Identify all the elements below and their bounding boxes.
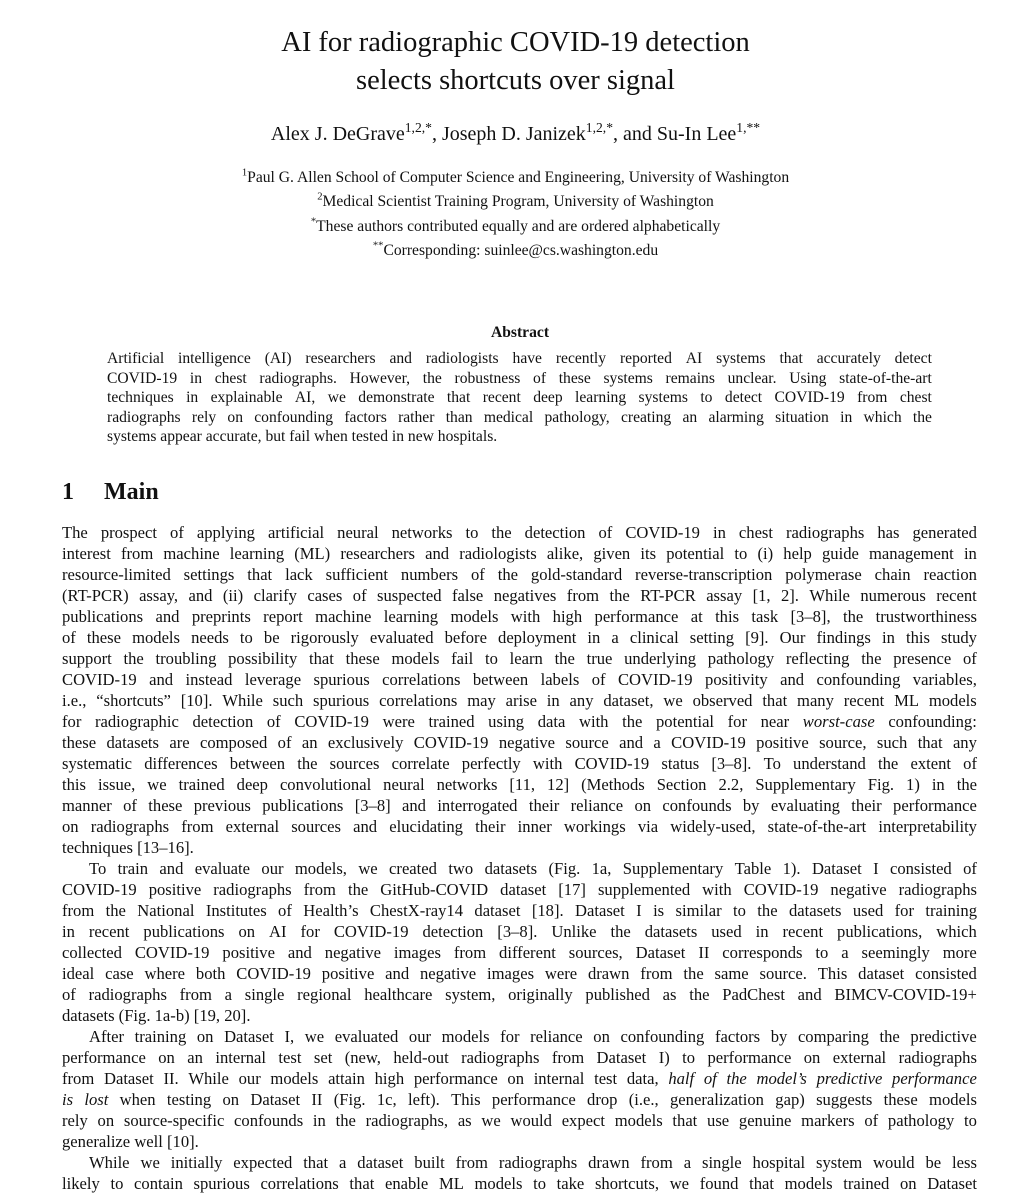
- affiliation-list: [0, 166, 1031, 263]
- section-number: 1: [62, 479, 74, 505]
- body-text-line: rely on source-specific confounds in the radiographs, as we would expect models that use genuine markers of pathology to: [62, 1111, 977, 1130]
- body-text-line: collected COVID-19 positive and negative images from different sources, Dataset II corresponds to a seemingly more: [62, 943, 977, 962]
- body-text-line: performance on an internal test set (new, held-out radiographs from Dataset I) to performance on external radiographs: [62, 1048, 977, 1067]
- affiliation-marker: 1: [241, 167, 248, 179]
- abstract-body: [107, 349, 932, 447]
- affiliation-marker: *: [310, 216, 317, 228]
- affiliation: [0, 239, 1031, 263]
- body-text-line: publications and preprints report machine learning models with high performance at this task [3–8], the trustworthiness: [62, 607, 977, 626]
- author-name: Joseph D. Janizek: [441, 123, 586, 145]
- body-text-line: likely to contain spurious correlations that enable ML models to take shortcuts, we found that models trained on Dataset: [62, 1174, 977, 1193]
- body-text-line: COVID-19 positive radiographs from the GitHub-COVID dataset [17] supplemented with COVID-19 negative radiographs: [62, 880, 977, 899]
- body-text-line: this issue, we trained deep convolutional neural networks [11, 12] (Methods Section 2.2, Supplementary Fig. 1) in the: [62, 775, 977, 794]
- affiliation-marker: **: [372, 240, 384, 252]
- body-text-line: from the National Institutes of Health’s ChestX-ray14 dataset [18]. Dataset I is similar to the datasets used for training: [62, 901, 977, 920]
- main-body-text: [62, 522, 977, 1194]
- affiliation: [0, 215, 1031, 239]
- body-text-line: ideal case where both COVID-19 positive and negative images were drawn from the same source. This dataset consisted: [62, 964, 977, 983]
- affiliation-text: Medical Scientist Training Program, University of Washington: [322, 193, 714, 211]
- abstract-line: Artificial intelligence (AI) researchers and radiologists have recently reported AI systems that accurately detect: [107, 350, 932, 367]
- body-text-line: from Dataset II. While our models attain high performance on internal test data, half of the model’s predictive performance: [62, 1069, 977, 1088]
- body-text-line: The prospect of applying artificial neural networks to the detection of COVID-19 in chest radiographs has generated: [62, 523, 977, 542]
- body-text-line: datasets (Fig. 1a-b) [19, 20].: [62, 1006, 251, 1025]
- affiliation: [0, 190, 1031, 214]
- affiliation-marker: 2: [317, 191, 323, 203]
- body-text-line: To train and evaluate our models, we created two datasets (Fig. 1a, Supplementary Table 1). Dataset I consisted of: [89, 859, 977, 878]
- body-text-line: (RT-PCR) assay, and (ii) clarify cases of suspected false negatives from the RT-PCR assay [1, 2]. While numerous recent: [62, 586, 977, 605]
- title-line-1: AI for radiographic COVID-19 detection: [281, 27, 750, 58]
- author-separator: ,: [431, 123, 442, 145]
- body-text-line: While we initially expected that a dataset built from radiographs drawn from a single hospital system would be less: [89, 1153, 977, 1172]
- body-text-line: systematic differences between the sources correlate perfectly with COVID-19 status [3–8]. To understand the extent of: [62, 754, 977, 773]
- abstract-heading: Abstract: [490, 324, 550, 341]
- body-text-line: for radiographic detection of COVID-19 were trained using data with the potential for near worst-case confounding:: [62, 712, 977, 731]
- corresponding-contact: Corresponding: suinlee@cs.washington.edu: [383, 241, 659, 259]
- abstract-line: systems appear accurate, but fail when tested in new hospitals.: [107, 428, 498, 445]
- body-text-line: i.e., “shortcuts” [10]. While such spurious correlations may arise in any dataset, we observed that many recent ML models: [62, 691, 977, 710]
- body-text-line: After training on Dataset I, we evaluated our models for reliance on confounding factors by comparing the predictive: [89, 1027, 977, 1046]
- body-text-line: interest from machine learning (ML) researchers and radiologists alike, given its potential to (i) help guide management in: [62, 544, 977, 563]
- author-list: [0, 120, 1031, 148]
- affiliation: [0, 166, 1031, 190]
- author-separator: , and: [612, 123, 657, 145]
- body-text-line: support the troubling possibility that these models fail to learn the true underlying pathology reflecting the presence of: [62, 649, 977, 668]
- abstract-line: techniques in explainable AI, we demonstrate that recent deep learning systems to detect COVID-19 from chest: [107, 389, 932, 406]
- body-text-line: these datasets are composed of an exclusively COVID-19 negative source and a COVID-19 positive source, such that any: [62, 733, 977, 752]
- title-line-2: selects shortcuts over signal: [356, 65, 675, 96]
- author-affiliation-marker: 1,2,*: [404, 119, 432, 135]
- abstract-line: COVID-19 in chest radiographs. However, the robustness of these systems remains unclear. Using state-of-the-art: [107, 369, 932, 387]
- body-text-line: COVID-19 and instead leverage spurious correlations between labels of COVID-19 positivity and confounding variables,: [62, 670, 977, 689]
- body-text-line: on radiographs from external sources and elucidating their inner workings via widely-used, state-of-the-art interpretability: [62, 817, 977, 836]
- body-text-line: manner of these previous publications [3–8] and interrogated their reliance on confounds by evaluating their performance: [62, 796, 977, 815]
- body-text-line: of radiographs from a single regional healthcare system, originally published as the PadChest and BIMCV-COVID-19+: [62, 985, 977, 1004]
- affiliation-text: These authors contributed equally and are ordered alphabetically: [316, 217, 721, 235]
- author-affiliation-marker: 1,2,*: [585, 119, 613, 135]
- paper-title: [0, 24, 1031, 100]
- body-text-line: resource-limited settings that lack sufficient numbers of the gold-standard reverse-transcription polymerase chain reaction: [62, 565, 977, 584]
- author-name: Alex J. DeGrave: [270, 123, 405, 145]
- abstract-line: radiographs rely on confounding factors rather than medical pathology, creating an alarming situation in which the: [107, 408, 932, 426]
- body-text-line: techniques [13–16].: [62, 838, 194, 857]
- body-text-line: generalize well [10].: [62, 1132, 199, 1151]
- author-affiliation-marker: 1,**: [736, 119, 761, 135]
- body-text-line: is lost when testing on Dataset II (Fig. 1c, left). This performance drop (i.e., generalization gap) suggests these models: [62, 1090, 977, 1109]
- body-text-line: of these models needs to be rigorously evaluated before deployment in a clinical setting [9]. Our findings in this study: [62, 628, 977, 647]
- affiliation-text: Paul G. Allen School of Computer Science and Engineering, University of Washington: [247, 169, 790, 186]
- section-title: Main: [104, 479, 159, 505]
- body-text-line: in recent publications on AI for COVID-19 detection [3–8]. Unlike the datasets used in recent publications, which: [62, 922, 977, 941]
- section-heading: [62, 476, 159, 508]
- author-name: Su-In Lee: [656, 123, 737, 145]
